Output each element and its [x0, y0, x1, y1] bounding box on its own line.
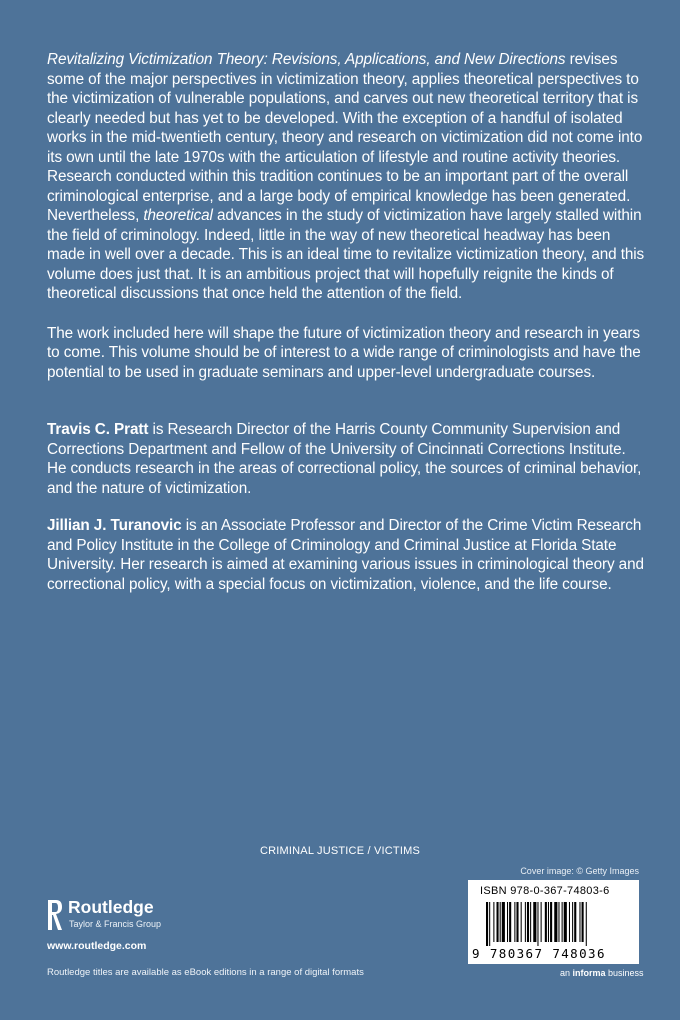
informa-brand: informa — [572, 968, 606, 978]
description-paragraph-1 — [47, 50, 647, 304]
subject-category: CRIMINAL JUSTICE / VICTIMS — [259, 845, 421, 857]
back-cover-text — [47, 50, 647, 594]
author-bio-text: is Research Director of the Harris County Community Supervision and Corrections Department and Fellow of the University of Cincinnati Corrections Institute. He conducts research in the areas of correctional policy, the sources of criminal behavior, and the nature of victimization. — [47, 421, 642, 497]
barcode-icon — [484, 902, 624, 946]
author-name: Jillian J. Turanovic — [47, 517, 182, 534]
publisher-group: Taylor & Francis Group — [69, 919, 162, 929]
author-name: Travis C. Pratt — [47, 421, 149, 438]
cover-image-credit: Cover image: © Getty Images — [520, 866, 639, 876]
ebook-note: Routledge titles are available as eBook editions in a range of digital formats — [47, 967, 364, 978]
publisher-website: www.routledge.com — [47, 940, 147, 952]
author-bio-text: is an Associate Professor and Director of the Crime Victim Research and Policy Institute in the College of Criminology and Criminal Justice at Florida State University. Her research is aimed at examining various issues in criminological theory and correctional policy, with a special focus on victimization, violence, and the life course. — [47, 517, 644, 593]
routledge-logo-icon — [46, 898, 64, 932]
description-text-continued: advances in the study of victimization have largely stalled within the field of criminology. Indeed, little in the way of new theoretical headway has been made in well over a decade. This is an ideal time to revitalize victimization theory, and this volume does just that. It is an ambitious project that will hopefully reignite the kinds of theoretical discussions that once held the attention of the field. — [47, 207, 645, 302]
barcode-digits: 9 780367 748036 — [472, 946, 606, 961]
description-text: revises some of the major perspectives in victimization theory, applies theoretical perspectives to the victimization of vulnerable populations, and carves out new theoretical territory that is clearly needed but has yet to be developed. With the exception of a handful of isolated works in the mid-twentieth century, theory and research on victimization did not come into its own until the late 1970s with the articulation of lifestyle and routine activity theories. Research conducted within this tradition continues to be an important part of the overall criminological enterprise, and a large body of empirical knowledge has been generated. Nevertheless, — [47, 51, 643, 224]
emphasis-word: theoretical — [143, 207, 213, 224]
author-bio-pratt — [47, 420, 647, 498]
book-title: Revitalizing Victimization Theory: Revisions, Applications, and New Directions — [47, 51, 566, 68]
isbn-barcode-box — [468, 880, 639, 964]
informa-business-tag: an informa business — [560, 968, 644, 978]
description-paragraph-2: The work included here will shape the future of victimization theory and research in years to come. This volume should be of interest to a wide range of criminologists and have the potential to be used in graduate seminars and upper-level undergraduate courses. — [47, 324, 641, 381]
author-bio-turanovic — [47, 516, 647, 594]
isbn-label: ISBN 978-0-367-74803-6 — [480, 885, 610, 897]
publisher-name: Routledge — [68, 897, 154, 917]
